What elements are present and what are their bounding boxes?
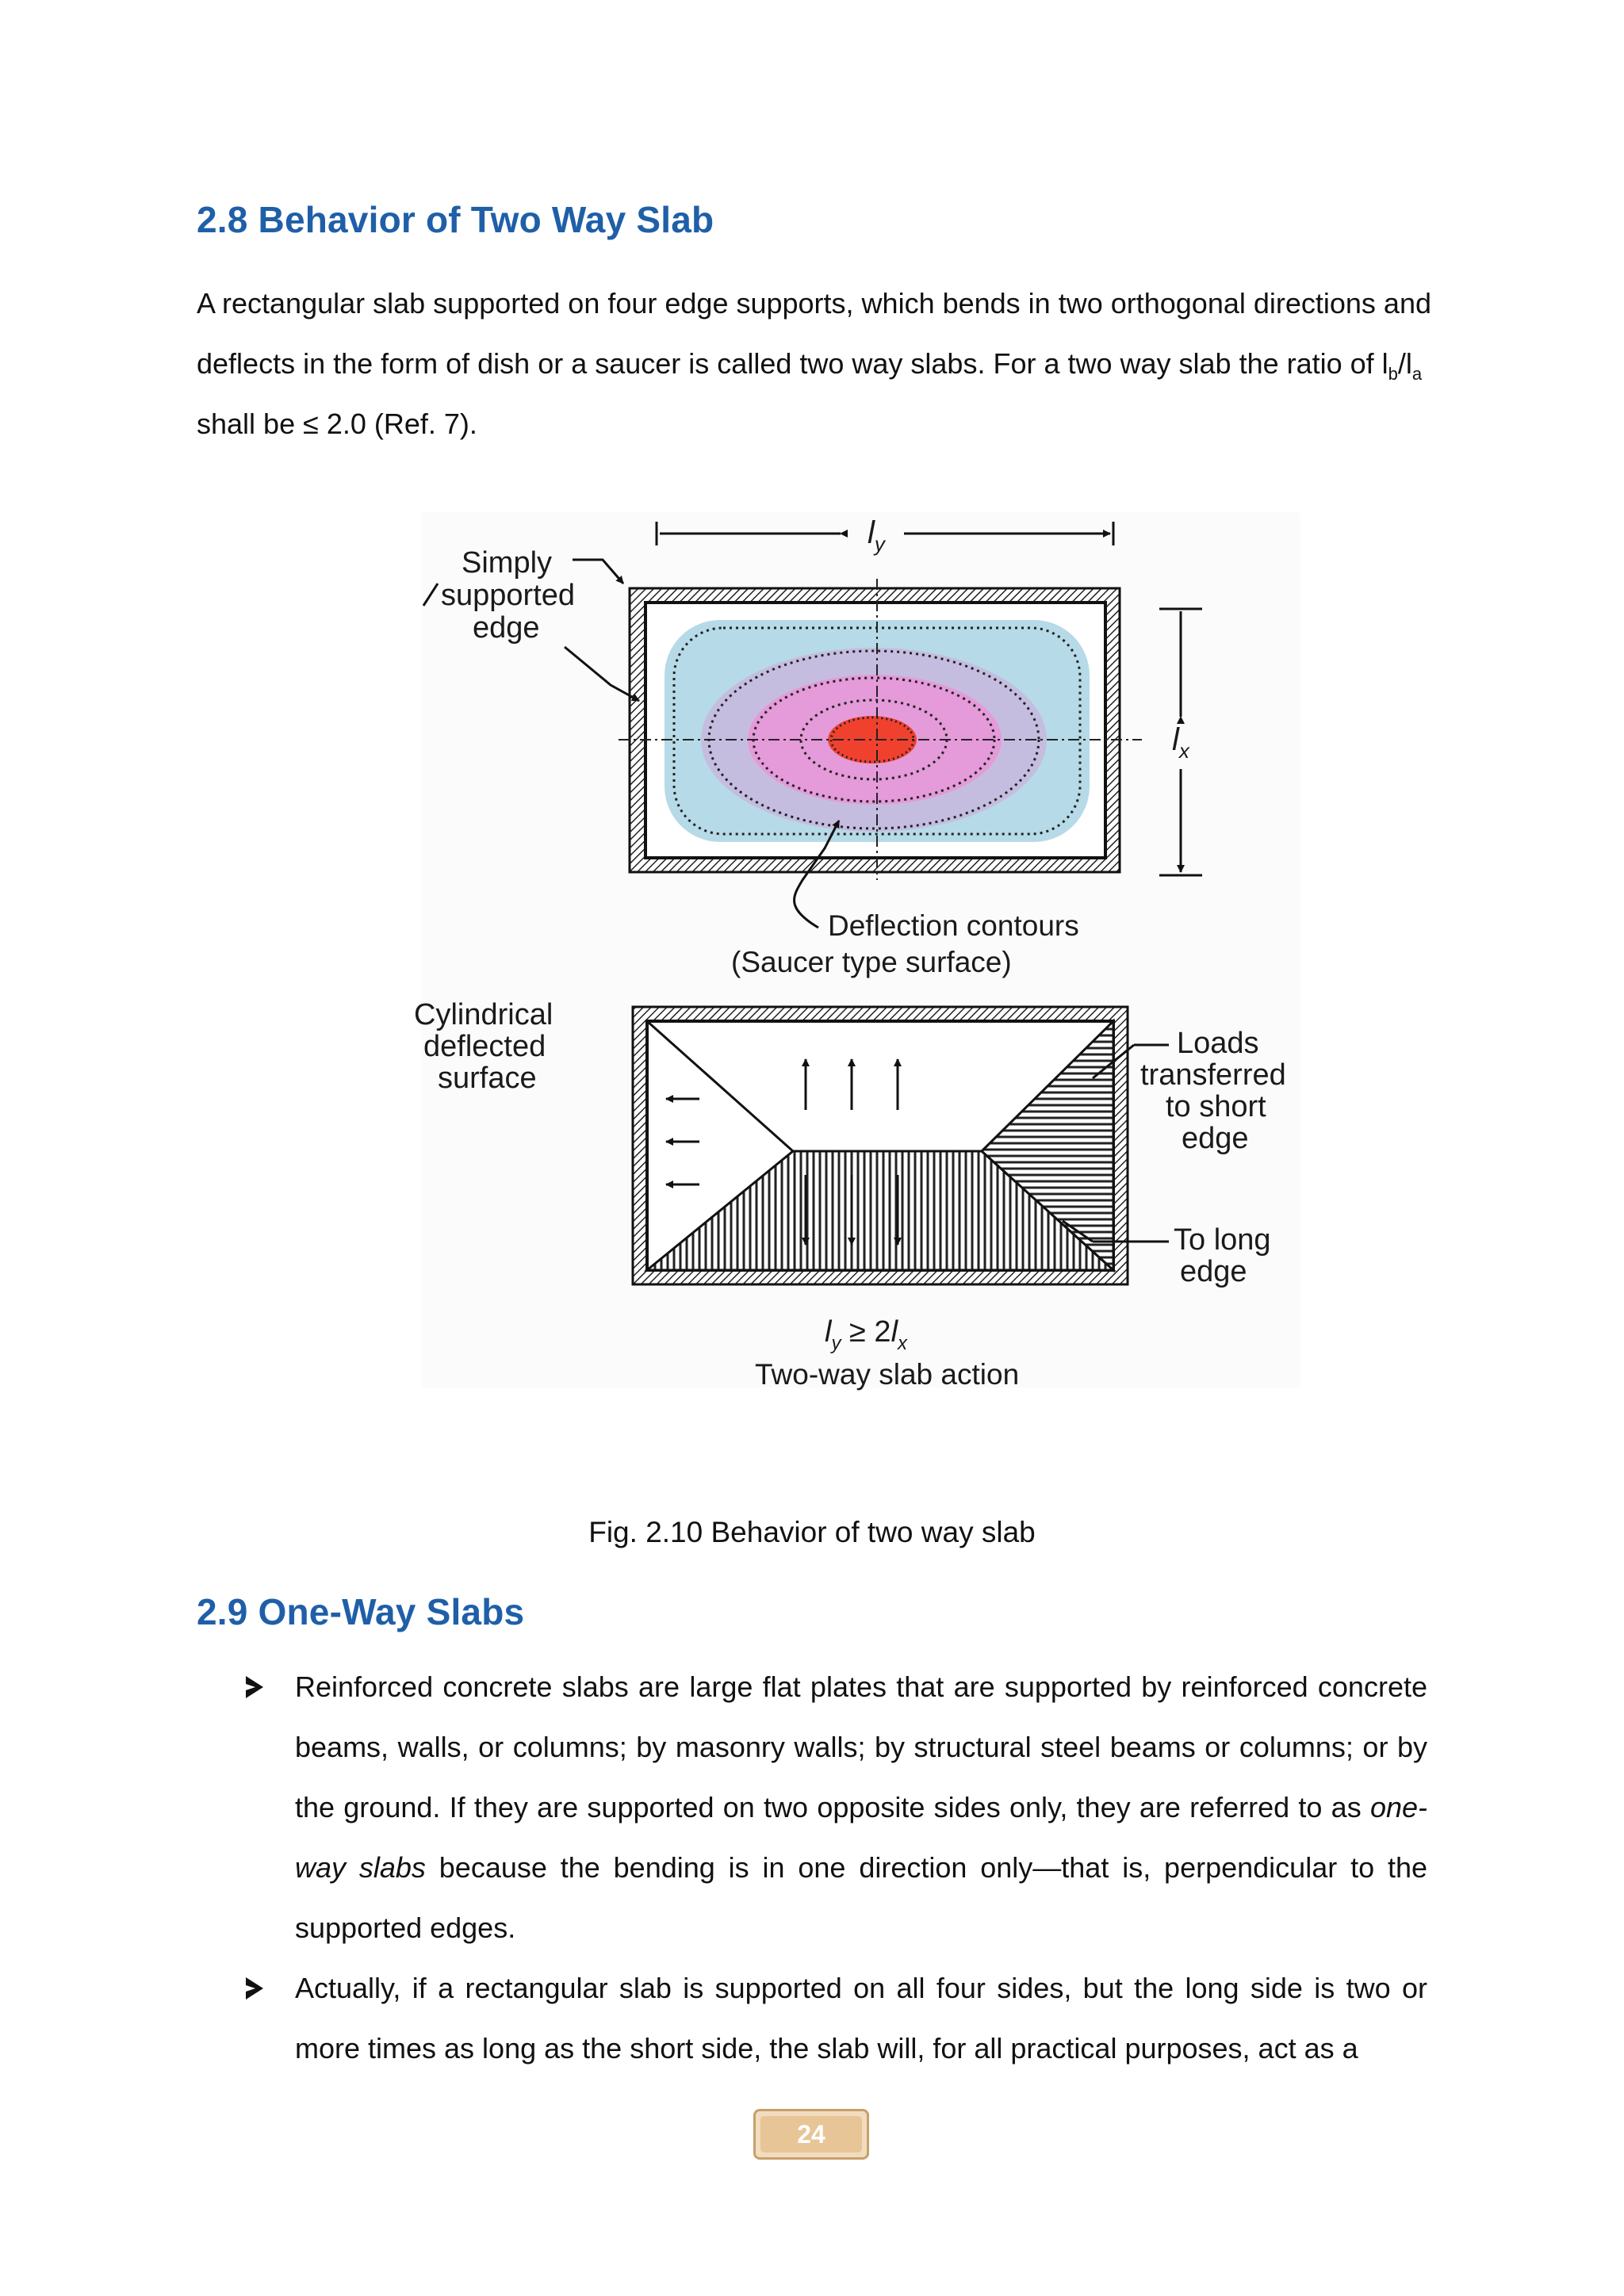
page-number-badge — [753, 2109, 869, 2160]
short-edge-label: edge — [1182, 1122, 1249, 1155]
bullet-text: Reinforced concrete slabs are large flat plates that are supported by reinforced concrete beams, walls, or columns; by masonry walls; by structural steel beams or columns; or by the ground. If they are supported on two opposite sides only, they are referred to as — [295, 1670, 1427, 1823]
paragraph-text: shall be ≤ 2.0 (Ref. 7). — [197, 408, 477, 440]
to-long-label: To long — [1174, 1223, 1271, 1257]
list-item — [238, 1657, 1427, 1958]
emphasis-text: one-way slabs — [295, 1791, 1427, 1884]
paragraph-text: /l — [1397, 347, 1412, 380]
deflected-label: deflected — [423, 1030, 546, 1063]
loads-label: Loads — [1177, 1027, 1259, 1060]
bullet-text: because the bending is in one direction only—that is, perpendicular to the supported edges. — [295, 1851, 1427, 1944]
subscript-a: a — [1411, 364, 1423, 385]
page-number: 24 — [760, 2116, 862, 2152]
arrow-bullet-icon — [246, 1676, 263, 1698]
two-way-slab-figure — [412, 507, 1300, 1395]
surface-label: surface — [438, 1062, 537, 1095]
simply-label: Simply — [462, 546, 553, 580]
edge-label: edge — [473, 611, 540, 645]
transferred-label: transferred — [1140, 1058, 1286, 1092]
two-way-slab-paragraph — [197, 274, 1434, 454]
saucer-surface-label: (Saucer type surface) — [731, 946, 1012, 978]
cylindrical-label: Cylindrical — [414, 998, 553, 1031]
figure-caption: Fig. 2.10 Behavior of two way slab — [588, 1516, 1036, 1548]
paragraph-text: A rectangular slab supported on four edge supports, which bends in two orthogonal directions and deflects in the form of dish or a saucer is called two way slabs. For a two way slab the ratio of l — [197, 287, 1431, 380]
arrow-bullet-icon — [246, 1977, 263, 1999]
deflection-contours-label: Deflection contours — [828, 909, 1079, 942]
section-heading-2-9: 2.9 One-Way Slabs — [197, 1591, 525, 1632]
long-edge-label: edge — [1180, 1255, 1247, 1288]
ly-label: $l_y$ — [868, 515, 885, 556]
one-way-slab-list — [238, 1657, 1427, 2079]
bullet-text: Actually, if a rectangular slab is supported on all four sides, but the long side is two or more times as long as the short side, the slab will, for all practical purposes, act as a — [295, 1972, 1427, 2064]
list-item — [238, 1958, 1427, 2079]
subscript-b: b — [1388, 364, 1398, 385]
two-way-slab-action-label: Two-way slab action — [755, 1358, 1020, 1391]
lx-label: $l_x$ — [1172, 722, 1189, 763]
ratio-label: $l_y \ge 2l_x$ — [825, 1315, 908, 1354]
supported-label: supported — [441, 579, 576, 612]
to-short-label: to short — [1166, 1090, 1266, 1123]
section-heading-2-8: 2.8 Behavior of Two Way Slab — [197, 199, 714, 240]
